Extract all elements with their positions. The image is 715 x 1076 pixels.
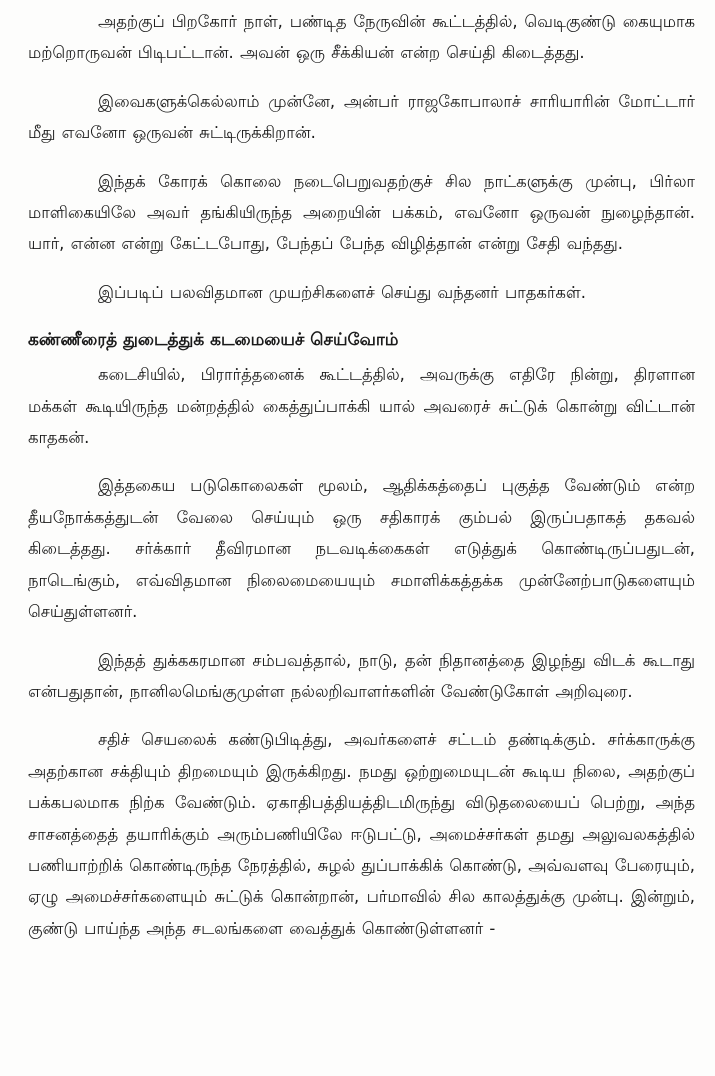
paragraph-7: இந்தத் துக்ககரமான சம்பவத்தால், நாடு, தன் நிதானத்தை இழந்து விடக் கூடாது என்பதுதான், நானிலமெங்குமுள்ள நல்லறிவாளர்களின் வேண்டுகோள் அறிவுரை.	[28, 650, 695, 701]
paragraph-8: சதிச் செயலைக் கண்டுபிடித்து, அவர்களைச் சட்டம் தண்டிக்கும். சர்க்காருக்கு அதற்கான சக்தியும் திறமையும் இருக்கிறது. நமது ஒற்றுமையுடன் கூடிய நிலை, அதற்குப் பக்கபலமாக நிற்க வேண்டும். ஏகாதிபத்தியத்திடமிருந்து விடுதலையைப் பெற்று, அந்த சாசனத்தைத் தயாரிக்கும் அரும்பணியிலே ஈடுபட்டு, அமைச்சர்கள் தமது அலுவலகத்தில் பணியாற்றிக் கொண்டிருந்த நேரத்தில், சுழல் துப்பாக்கிக் கொண்டு, அவ்வளவு பேரையும், ஏழு அமைச்சர்களையும் சுட்டுக் கொன்றான், பர்மாவில் சில காலத்துக்கு முன்பு. இன்றும், குண்டு பாய்ந்த அந்த சடலங்களை வைத்துக் கொண்டுள்ளனர் -	[28, 730, 695, 938]
section-heading: கண்ணீரைத் துடைத்துக் கடமையைச் செய்வோம்	[28, 330, 399, 351]
paragraph-2: இவைகளுக்கெல்லாம் முன்னே, அன்பர் ராஜகோபாலாச் சாரியாரின் மோட்டார் மீது எவனோ ஒருவன் சுட்டிருக்கிறான்.	[28, 91, 695, 143]
paragraph-5: கடைசியில், பிரார்த்தனைக் கூட்டத்தில், அவருக்கு எதிரே நின்று, திரளான மக்கள் கூடியிருந்த மன்றத்தில் கைத்துப்பாக்கி யால் அவரைச் சுட்டுக் கொன்று விட்டான் காதகன்.	[28, 365, 695, 448]
paragraph-1: அதற்குப் பிறகோர் நாள், பண்டித நேருவின் கூட்டத்தில், வெடிகுண்டு கையுமாக மற்றொருவன் பிடிபட்டான். அவன் ஒரு சீக்கியன் என்ற செய்தி கிடைத்தது.	[28, 12, 695, 63]
paragraph-3: இந்தக் கோரக் கொலை நடைபெறுவதற்குச் சில நாட்களுக்கு முன்பு, பிர்லா மாளிகையிலே அவர் தங்கியிருந்த அறையின் பக்கம், எவனோ ஒருவன் நுழைந்தான். யார், என்ன என்று கேட்டபோது, பேந்தப் பேந்த விழித்தான் என்று சேதி வந்தது.	[28, 171, 695, 254]
paragraph-6: இத்தகைய படுகொலைகள் மூலம், ஆதிக்கத்தைப் புகுத்த வேண்டும் என்ற தீயநோக்கத்துடன் வேலை செய்யும் ஒரு சதிகாரக் கும்பல் இருப்பதாகத் தகவல் கிடைத்தது. சர்க்கார் தீவிரமான நடவடிக்கைகள் எடுத்துக் கொண்டிருப்பதுடன், நாடெங்கும், எவ்விதமான நிலைமையையும் சமாளிக்கத்தக்க முன்னேற்பாடுகளையும் செய்துள்ளனர்.	[28, 476, 695, 622]
paragraph-4: இப்படிப் பலவிதமான முயற்சிகளைச் செய்து வந்தனர் பாதகர்கள்.	[98, 282, 586, 302]
